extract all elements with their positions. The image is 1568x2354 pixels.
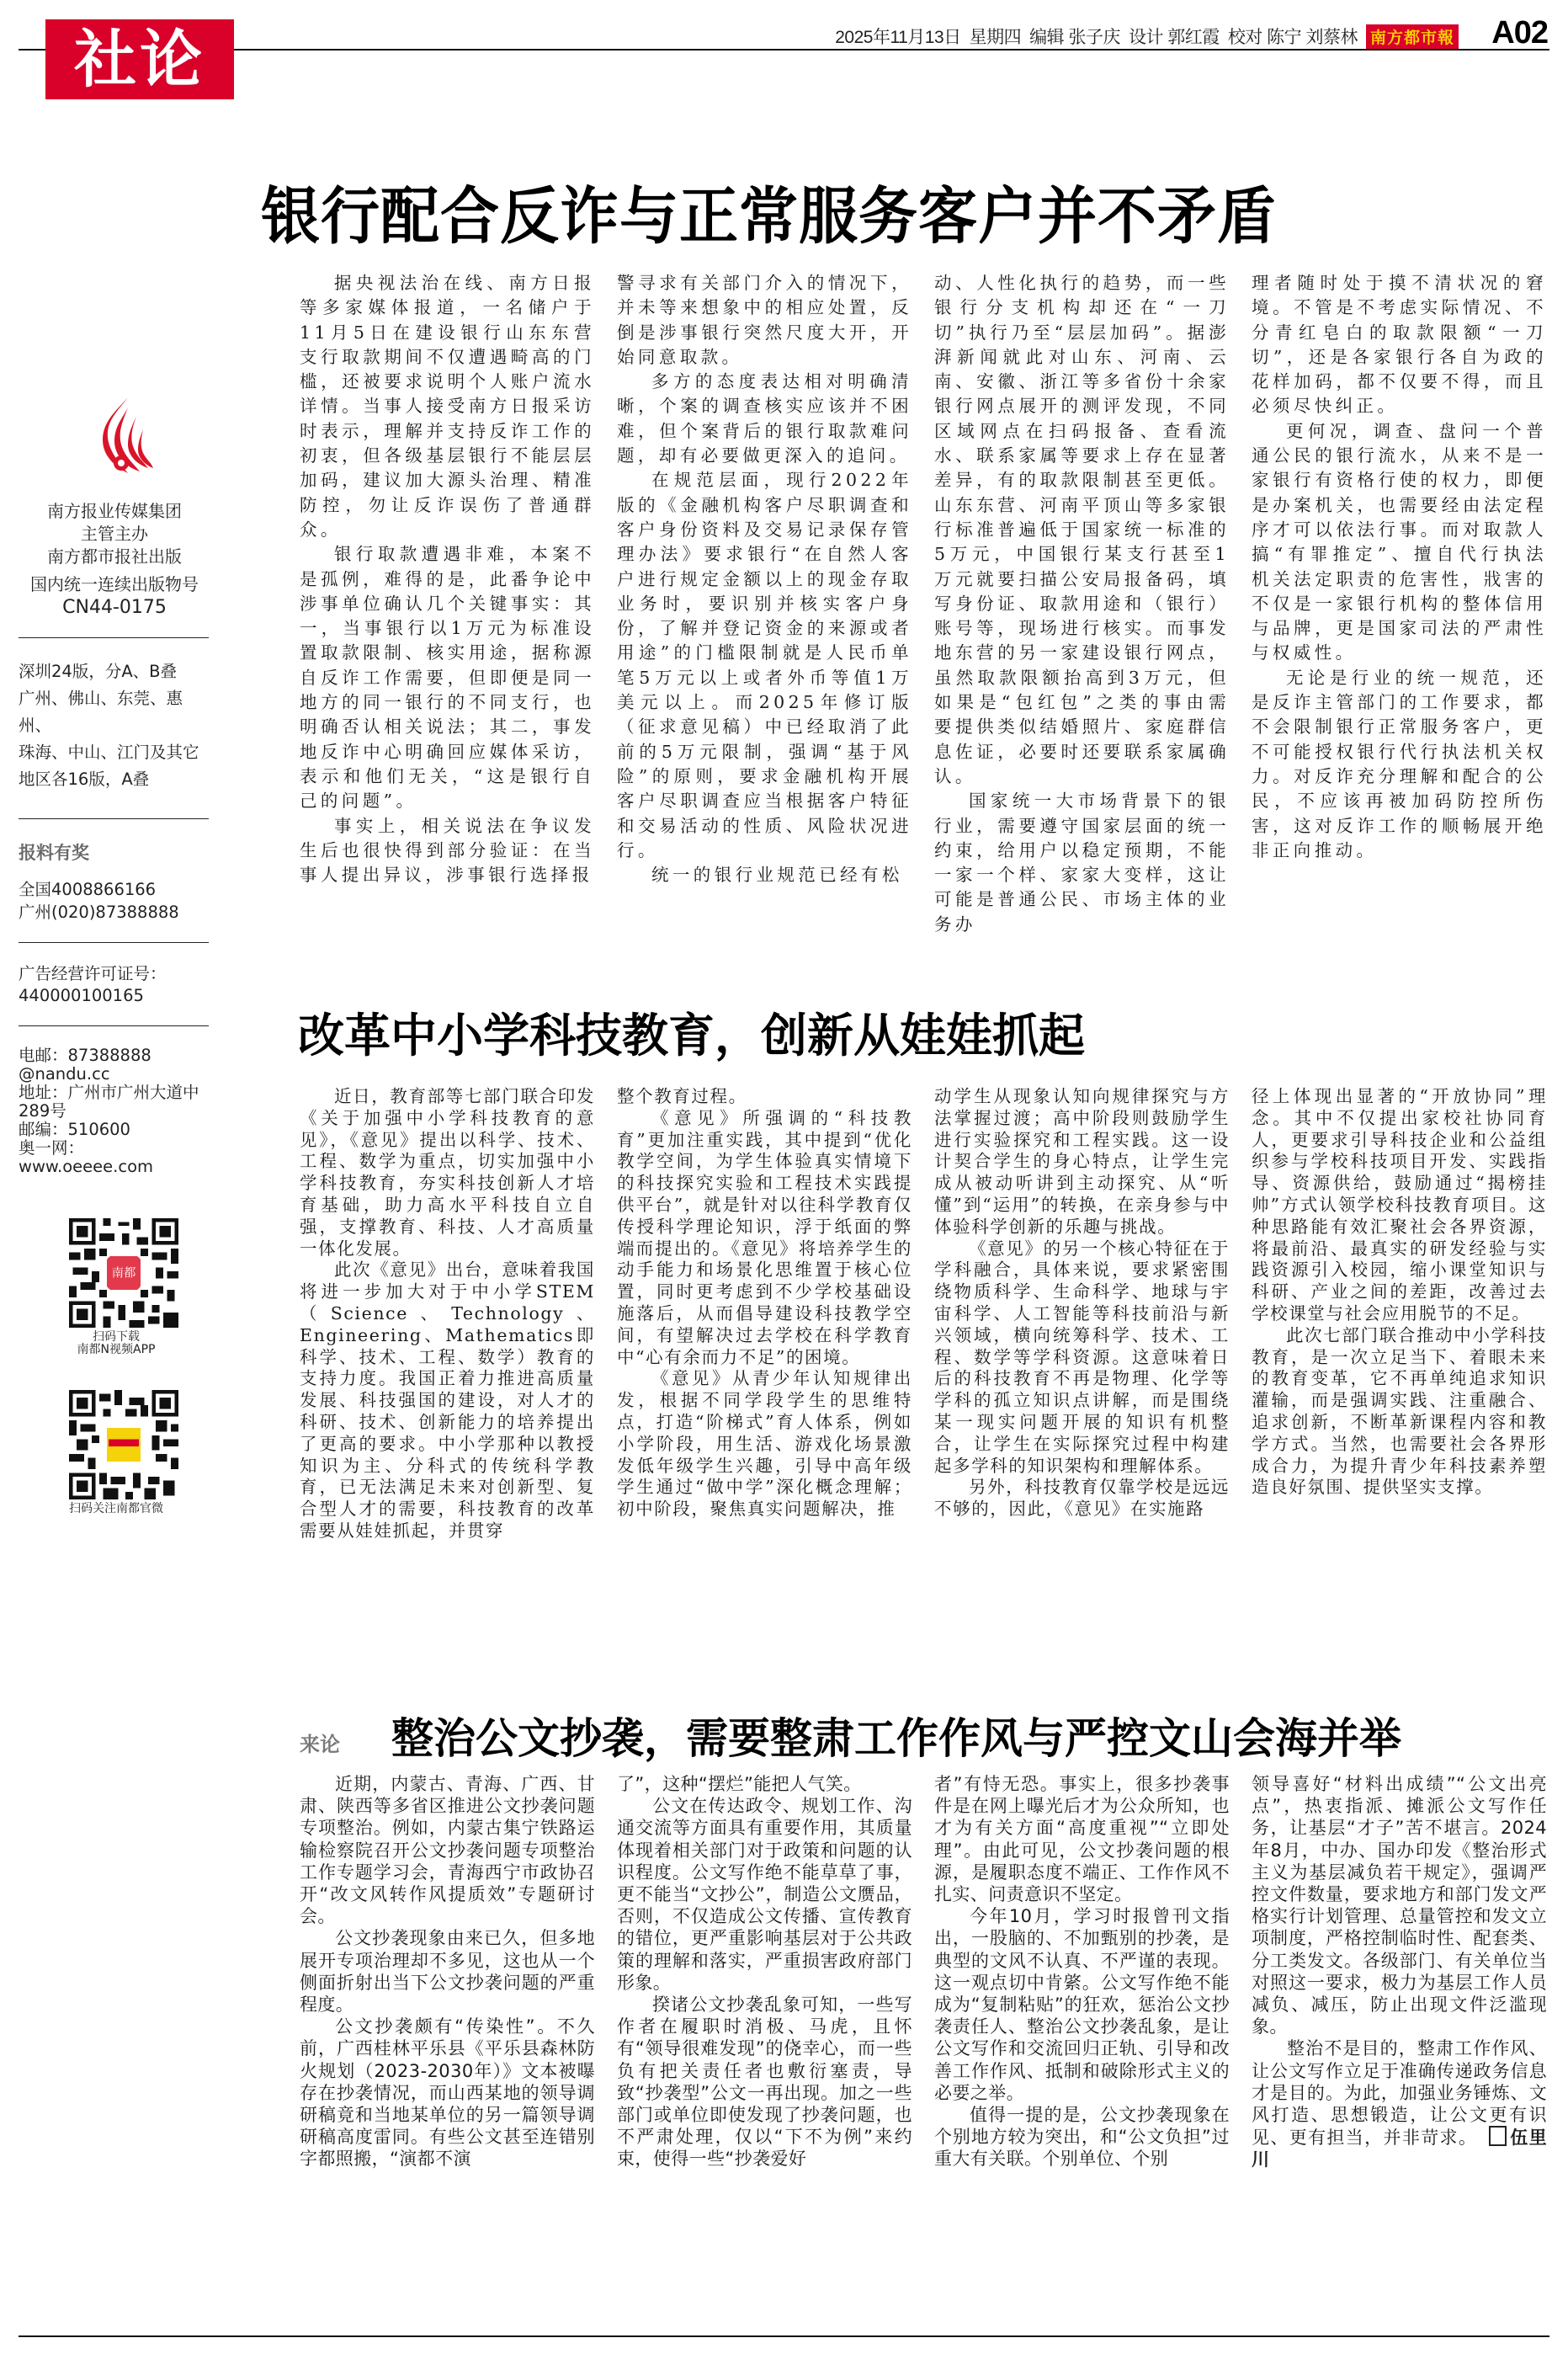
address-line: 地址：广州市广州大道中 [19,1083,199,1102]
publisher-name: 南方都市报社出版 [47,546,182,567]
article-2-body [300,1086,1547,1659]
proofreader-credit: 校对 陈宁 刘蔡林 [1227,28,1358,47]
article-1-column [1252,271,1547,987]
newspaper-logo: 南方都市報 [1366,24,1459,49]
sidebar-divider [19,1025,209,1026]
article-2-column [1252,1086,1547,1659]
serial-label: 国内统一连续出版物号 [30,574,199,594]
paragraph: 揆诸公文抄袭乱象可知，一些写作者在履职时消极、马虎，且怀有“领导很难发现”的侥幸心，而一些负有把关责任者也敷衍塞责，导致“抄袭型”公文一再出现。加之一些部门或单位即使发现了抄袭问题，也不严肃处理，仅以“下不为例”来约束，使得一些“抄袭爱好 [617,1995,912,2170]
paragraph: 动学生从现象认知向规律探究与方法掌握过渡；高中阶段则鼓励学生进行实验探究和工程实践。这一设计契合学生的身心特点，让学生完成从被动听讲到主动探究、从“听懂”到“运用”的转换，在亲身参与中体验科学创新的乐趣与挑战。 [934,1086,1230,1237]
flame-logo-icon [99,396,155,477]
edition-line: 地区各16版，A叠 [19,770,150,789]
publisher-group: 南方报业传媒集团 [47,501,182,521]
article-1-column [934,271,1230,987]
license-number: 440000100165 [19,986,144,1005]
paragraph: 径上体现出显著的“开放协同”理念。其中不仅提出家校社协同育人，更要求引导科技企业和公益组织参与学校科技项目开发、实践指导、资源供给，鼓励通过“揭榜挂帅”方式认领学校科技教育项目。这种思路能有效汇聚社会各界资源，将最前沿、最真实的研发经验与实践资源引入校园，缩小课堂知识与科研、产业之间的差距，改善过去学校课堂与社会应用脱节的不足。 [1252,1086,1547,1323]
article-3-column [617,1773,912,2320]
paragraph: 领导喜好“材料出成绩”“公文出亮点”，热衷指派、摊派公文写作任务，让基层“才子”苦不堪言。2024年8月，中办、国办印发《整治形式主义为基层减负若干规定》，强调严控文件数量，要求地方和部门发文严格实行计划管理、总量管控和发文立项制度，严格控制临时性、配套类、分工类发文。各级部门、有关单位当对照这一要求，极力为基层工作人员减负、减压，防止出现文件泛滥现象。 [1252,1774,1547,2037]
tip-heading: 报料有奖 [19,843,89,863]
hotline-guangzhou: 广州(020)87388888 [19,903,179,922]
paragraph: 事实上，相关说法在争议发生后也很快得到部分验证：在当事人提出异议，涉事银行选择报 [300,815,595,886]
article-3-column [934,1773,1230,2320]
paragraph: 据央视法治在线、南方日报等多家媒体报道，一名储户于11月5日在建设银行山东东营支行取款期间不仅遭遇畸高的门槛，还被要求说明个人账户流水详情。当事人接受南方日报采访时表示，理解并支持反诈工作的初衷，但各级基层银行不能层层加码，建议加大源头治理、精准防控，勿让反诈误伤了普通群众。 [300,273,595,540]
publisher-info [19,500,210,619]
paragraph: 公文抄袭颇有“传染性”。不久前，广西桂林平乐县《平乐县森林防火规划（2023-2030年）》文本被曝存在抄袭情况，而山西某地的领导调研稿竟和当地某单位的另一篇领导调研稿高度雷同。有些公文甚至连错别字都照搬，“演都不演 [300,2016,595,2170]
paragraph: 国家统一大市场背景下的银行业，需要遵守国家层面的统一约束，给用户以稳定预期，不能一家一个样、家家大变样，这让可能是普通公民、市场主体的业务办 [934,791,1230,935]
qr-code-app-icon[interactable] [69,1218,178,1328]
publisher-role: 主管主办 [81,524,148,544]
contact-info [19,1047,210,1176]
issue-date: 2025年11月13日 [835,28,961,47]
author-byline [1252,2128,1547,2170]
article-3-body [300,1773,1547,2320]
sidebar-divider [19,637,209,638]
paragraph: 银行取款遭遇非难，本案不是孤例，难得的是，此番争论中涉事单位确认几个关键事实：其一，当事银行以1万元为标准设置取款限制、核实用途，据称源自反诈工作需要，但即便是同一地方的同一银行的不同支行，也明确否认相关说法；其二，事发地反诈中心明确回应媒体采访，表示和他们无关，“这是银行自己的问题”。 [300,544,595,812]
paragraph: 理者随时处于摸不清状况的窘境。不管是不考虑实际情况、不分青红皂白的取款限额“一刀切”，还是各家银行各自为政的花样加码，都不仅要不得，而且必须尽快纠正。 [1252,273,1547,417]
qr-app-caption [32,1331,200,1356]
edition-line: 广州、佛山、东莞、惠州、 [19,689,183,735]
website-link[interactable]: www.oeeee.com [19,1157,154,1176]
article-3-headline: 整治公文抄袭，需要整肃工作作风与严控文山会海并举 [391,1714,1401,1763]
masthead-sidebar [19,396,210,1515]
section-label-box [45,19,234,99]
paragraph: 另外，科技教育仅靠学校是远远不够的，因此，《意见》在实施路 [934,1477,1230,1520]
paragraph: 公文在传达政令、规划工作、沟通交流等方面具有重要作用，其质量体现着相关部门对于政策和问题的认识程度。公文写作绝不能草草了事，更不能当“文抄公”，制造公文赝品，否则，不仅造成公文传播、宣传教育的错位，更严重影响基层对于公共政策的理解和落实，严重损害政府部门形象。 [617,1796,912,1993]
issue-weekday: 星期四 [969,28,1022,47]
paragraph: 《意见》从青少年认知规律出发，根据不同学段学生的思维特点，打造“阶梯式”育人体系，例如小学阶段，用生活、游戏化场景激发低年级学生兴趣，引导中高年级学生通过“做中学”深化概念理解；初中阶段，聚焦真实问题解决，推 [617,1368,912,1520]
article-2-column [300,1086,595,1659]
paragraph: 了”，这种“摆烂”能把人气笑。 [617,1774,862,1794]
paragraph: 在规范层面，现行2022年版的《金融机构客户尽职调查和客户身份资料及交易记录保存管理办法》要求银行“在自然人客户进行规定金额以上的现金存取业务时，要识别并核实客户身份，了解并登记资金的来源或者用途”的门槛限制就是人民币单笔5万元以上或者外币等值1万美元以上。而2025年修订版（征求意见稿）中已经取消了此前的5万元限制，强调“基于风险”的原则，要求金融机构开展客户尽职调查应当根据客户特征和交易活动的性质、风险状况进行。 [617,470,912,860]
svg-text:南都: 南都 [111,1266,136,1281]
tip-hotlines [19,878,210,924]
paragraph: 此次七部门联合推动中小学科技教育，是一次立足当下、着眼未来的教育变革，它不再单纯追求知识灌输，而是强调实践、注重融合、追求创新，不断革新课程内容和教学方式。当然，也需要社会各界形成合力，为提升青少年科技素养塑造良好氛围、提供坚实支撑。 [1252,1324,1547,1498]
ad-license [19,963,210,1007]
paragraph: 此次《意见》出台，意味着我国将进一步加大对于中小学STEM（Science、Technology、Engineering、Mathematics即科学、技术、工程、数学）教育的支持力度。我国正着力推进高质量发展、科技强国的建设，对人才的科研、技术、创新能力的培养提出了更高的要求。中小学那种以教授知识为主、分科式的传统科学教育，已无法满足未来对创新型、复合型人才的需要，科技教育的改革需要从娃娃抓起，并贯穿 [300,1260,595,1541]
paragraph: 多方的态度表达相对明确清晰，个案的调查核实应该并不困难，但个案背后的银行取款难问题，却有必要做更深入的追问。 [617,371,912,466]
paragraph: 近日，教育部等七部门联合印发《关于加强中小学科技教育的意见》，《意见》提出以科学、技术、工程、数学为重点，切实加强中小学科技教育，夯实科技创新人才培育基础，助力高水平科技自立自强，支撑教育、科技、人才高质量一体化发展。 [300,1086,595,1259]
section-label: 社论 [74,23,205,96]
paragraph: 整个教育过程。 [617,1086,747,1106]
qr-app-caption-line: 扫码下载 [93,1330,140,1344]
edition-line: 珠海、中山、江门及其它 [19,743,199,762]
license-label: 广告经营许可证号： [19,964,167,983]
article-3-column [300,1773,595,2320]
website-label: 奥一网： [19,1138,85,1158]
address-number: 289号 [19,1101,66,1121]
page-meta [835,24,1459,49]
email-line: 电邮：87388888 [19,1046,151,1065]
paragraph: 动、人性化执行的趋势，而一些银行分支机构却还在“一刀切”执行乃至“层层加码”。据澎湃新闻就此对山东、河南、云南、安徽、浙江等多省份十余家银行网点展开的测评发现，不同区域网点在扫码报备、查看流水、联系家属等要求上存在显著差异，有的取款限制甚至更低。山东东营、河南平顶山等多家银行标准普遍低于国家统一标准的5万元，中国银行某支行甚至1万元就要扫描公安局报备码，填写身份证、取款用途和（银行）账号等，现场进行核实。而事发地东营的另一家建设银行网点，虽然取款限额抬高到3万元，但如果是“包红包”之类的事由需要提供类似结婚照片、家庭群信息佐证，必要时还要联系家属确认。 [934,273,1230,786]
article-3-column [1252,1773,1547,2320]
qr-weibo-caption: 扫码关注南都官微 [69,1502,163,1515]
paragraph: 近期，内蒙古、青海、广西、甘肃、陕西等多省区推进公文抄袭问题专项整治。例如，内蒙古集宁铁路运输检察院召开公文抄袭问题专项整治工作专题学习会，青海西宁市政协召开“改文风转作风提质效”专题研讨会。 [300,1774,595,1927]
sidebar-divider [19,818,209,819]
hotline-national: 全国4008866166 [19,880,157,899]
sidebar-divider [19,942,209,943]
article-2-headline: 改革中小学科技教育，创新从娃娃抓起 [298,1009,1086,1062]
qr-code-weibo-icon[interactable] [69,1390,178,1499]
article-1-body [300,271,1547,987]
paragraph: 无论是行业的统一规范，还是反诈主管部门的工作要求，都不会限制银行正常服务客户，更不可能授权银行代行执法机关权力。对反诈充分理解和配合的公民，不应该再被加码防控所伤害，这对反诈工作的顺畅展开绝非正向推动。 [1252,667,1547,860]
edition-info [19,658,210,793]
paragraph: 更何况，调查、盘问一个普通公民的银行流水，从来不是一家银行有资格行使的权力，即便是办案机关，也需要经由法定程序才可以依法行事。而对取款人搞“有罪推定”、擅自代行执法机关法定职责的危害性，戕害的不仅是一家银行机构的整体信用与品牌，更是国家司法的严肃性与权威性。 [1252,420,1547,663]
header-rule [19,49,1549,51]
paragraph: 值得一提的是，公文抄袭现象在个别地方较为突出，和“公文负担”过重大有关联。个别单位、个别 [934,2105,1230,2170]
email-domain: @nandu.cc [19,1064,110,1084]
paragraph: 整治不是目的，整肃工作作风、让公文写作立足于准确传递政务信息才是目的。为此，加强业务锤炼、文风打造、思想锻造，让公文更有识见、更有担当，并非苛求。 伍里川 [1252,2038,1547,2170]
designer-credit: 设计 郭红霞 [1128,28,1220,47]
paragraph: 今年10月，学习时报曾刊文指出，一股脑的、不加甄别的抄袭，是典型的文风不认真、不严谨的表现。这一观点切中肯綮。公文写作绝不能成为“复制粘贴”的狂欢，惩治公文抄袭责任人、整治公文抄袭乱象，是让公文写作和交流回归正轨、引导和改善工作作风、抵制和破除形式主义的必要之举。 [934,1906,1230,2103]
paragraph: 《意见》所强调的“科技教育”更加注重实践，其中提到“优化教学空间，为学生体验真实情境下的科技探究实验和工程技术实践提供平台”，就是针对以往科学教育仅传授科学理论知识，浮于纸面的弊端而提出的。《意见》将培养学生的动手能力和场景化思维置于核心位置，同时更考虑到不少学校基础设施落后，从而倡导建设科技教学空间，有望解决过去学校在科学教育中“心有余而力不足”的困境。 [617,1107,912,1367]
article-1-headline: 银行配合反诈与正常服务客户并不矛盾 [261,179,1277,253]
paragraph: 统一的银行业规范已经有松 [651,865,903,886]
serial-number: CN44-0175 [62,597,167,618]
article-2-column [617,1086,912,1659]
paragraph: 者”有恃无恐。事实上，很多抄袭事件是在网上曝光后才为公众所知，也才为有关方面“高度重视”“立即处理”。由此可见，公文抄袭问题的根源，是履职态度不端正、工作作风不扎实、问责意识不坚定。 [934,1774,1230,1905]
article-2-column [934,1086,1230,1659]
article-1-column [617,271,912,987]
paragraph: 警寻求有关部门介入的情况下，并未等来想象中的相应处置，反倒是涉事银行突然尺度大开，开始同意取款。 [617,273,912,367]
byline-box-icon [1489,2126,1507,2146]
qr-app-caption-line: 南都N视频APP [77,1343,156,1356]
author-name: 伍里川 [1252,2128,1547,2170]
article-1-column [300,271,595,987]
edition-line: 深圳24版，分A、B叠 [19,662,178,681]
footer-rule [19,2335,1549,2337]
editor-credit: 编辑 张子庆 [1029,28,1120,47]
postcode: 邮编：510600 [19,1120,130,1139]
page-number: A02 [1491,15,1548,51]
paragraph: 公文抄袭现象由来已久，但多地展开专项治理却不多见，这也从一个侧面折射出当下公文抄袭问题的严重程度。 [300,1928,595,2016]
paragraph: 《意见》的另一个核心特征在于学科融合，具体来说，要求紧密围绕物质科学、生命科学、地球与宇宙科学、人工智能等科技前沿与新兴领域，横向统筹科学、技术、工程、数学等学科资源。这意味着日后的科技教育不再是物理、化学等学科的孤立知识点讲解，而是围绕某一现实问题开展的知识有机整合，让学生在实际探究过程中构建起多学科的知识架构和理解体系。 [934,1238,1230,1476]
article-3-kicker: 来论 [300,1733,340,1756]
